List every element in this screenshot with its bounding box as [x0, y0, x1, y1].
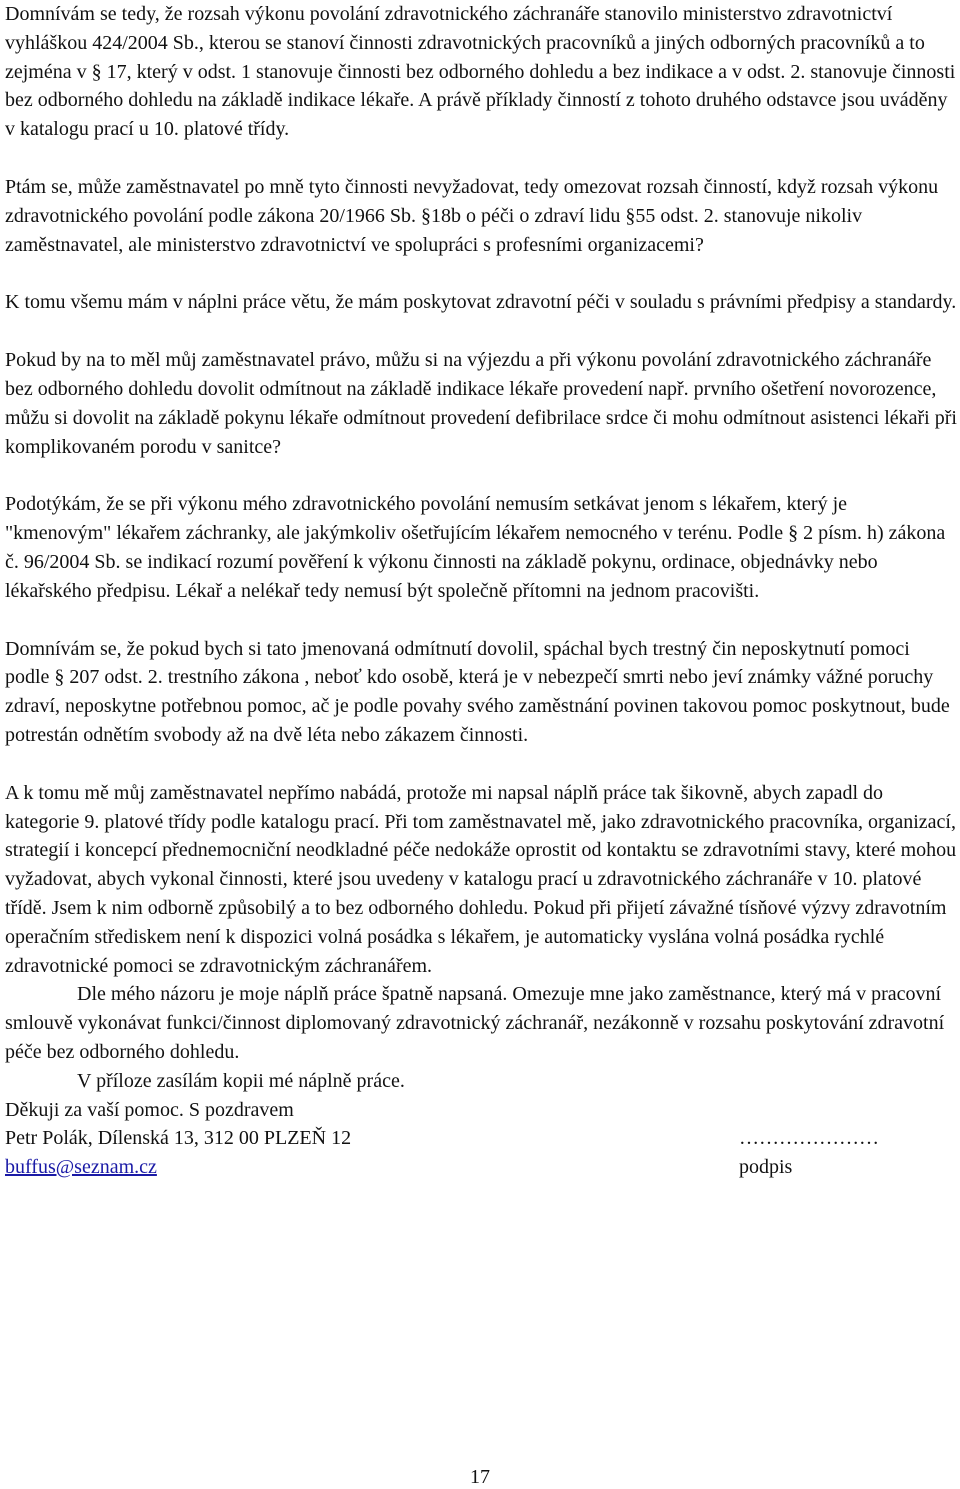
thanks-line: Děkuji za vaší pomoc. S pozdravem: [5, 1098, 294, 1121]
paragraph-7: A k tomu mě můj zaměstnavatel nepřímo nabádá, protože mi napsal náplň práce tak šikovně, abych zapadl do kategorie 9. platové třídy podle katalogu prací. Při tom zaměstnavatel mě, jako zdravotnického pracovníka, organizací, strategií i koncepcí přednemocniční neodkladné péče nedokáže oprostit od kontaktu se zdravotními stavy, které mohou vyžadovat, abych vykonal činnosti, které jsou uvedeny v katalogu prací u zdravotnického záchranáře v 10. platové třídě. Jsem k nim odborně způsobilý a to bez odborného dohledu. Pokud při přijetí závažné tísňové výzvy zdravotním operačním střediskem není k dispozici volná posádka s lékařem, je automaticky vyslána volná posádka rychlé zdravotnické pomoci se zdravotnickým záchranářem.: [5, 781, 957, 977]
opinion-paragraph: Dle mého názoru je moje náplň práce špatně napsaná. Omezuje mne jako zaměstnance, který má v pracovní smlouvě vykonávat funkci/činnost diplomovaný zdravotnický záchranář, nezákonně v rozsahu poskytování zdravotní péče bez odborného dohledu.: [5, 983, 945, 1063]
email-link[interactable]: buffus@seznam.cz: [5, 1156, 157, 1179]
sender-address: Petr Polák, Dílenská 13, 312 00 PLZEŇ 12: [5, 1127, 352, 1150]
signature-label: podpis: [739, 1156, 793, 1179]
paragraph-6: Domnívám se, že pokud bych si tato jmenovaná odmítnutí dovolil, spáchal bych trestný čin neposkytnutí pomoci podle § 207 odst. 2. trestního zákona , neboť kdo osobě, která je v nebezpečí smrti nebo jeví známky vážné poruchy zdraví, neposkytne potřebnou pomoc, ač je podle povahy svého zaměstnání povinen takovou pomoc poskytnout, bude potrestán odnětím svobody až na dvě léta nebo zákazem činnosti.: [5, 637, 950, 746]
paragraph-2: Ptám se, může zaměstnavatel po mně tyto činnosti nevyžadovat, tedy omezovat rozsah činností, když rozsah výkonu zdravotnického povolání podle zákona 20/1966 Sb. §18b o péči o zdraví lidu §55 odst. 2. stanovuje nikoliv zaměstnavatel, ale ministerstvo zdravotnictví ve spolupráci s profesními organizacemi?: [5, 175, 939, 256]
address-row: [5, 1124, 957, 1153]
document-page: [5, 0, 957, 1182]
paragraph-3: K tomu všemu mám v náplni práce větu, že mám poskytovat zdravotní péči v souladu s právními předpisy a standardy.: [5, 291, 957, 314]
email-row: [5, 1153, 957, 1182]
paragraph-4: Pokud by na to měl můj zaměstnavatel právo, můžu si na výjezdu a při výkonu povolání zdravotnického záchranáře bez odborného dohledu dovolit odmítnout na základě indikace lékaře provedení např. prvního ošetření novorozence, můžu si dovolit na základě pokynu lékaře odmítnout provedení defibrilace srdce či mohu odmítnout asistenci lékaři při komplikovaném porodu v sanitce?: [5, 349, 957, 458]
page-number: 17: [470, 1466, 490, 1488]
signature-dots: …………………: [739, 1127, 879, 1150]
paragraph-5: Podotýkám, že se při výkonu mého zdravotnického povolání nemusím setkávat jenom s lékařem, který je "kmenovým" lékařem záchranky, ale jakýmkoliv ošetřujícím lékařem nemocného v terénu. Podle § 2 písm. h) zákona č. 96/2004 Sb. se indikací rozumí pověření k výkonu činnosti na základě pokynu, ordinace, objednávky nebo lékařského předpisu. Lékař a nelékař tedy nemusí být společně přítomni na jednom pracovišti.: [5, 493, 946, 602]
paragraph-1: Domnívám se tedy, že rozsah výkonu povolání zdravotnického záchranáře stanovilo ministerstvo zdravotnictví vyhláškou 424/2004 Sb., kterou se stanoví činnosti zdravotnických pracovníků a jiných odborných pracovníků a to zejména v § 17, který v odst. 1 stanovuje činnosti bez odborného dohledu a bez indikace a v odst. 2. stanovuje činnosti bez odborného dohledu na základě indikace lékaře. A právě příklady činností z tohoto druhého odstavce jsou uváděny v katalogu prací u 10. platové třídy.: [5, 3, 956, 141]
attachment-line: V příloze zasílám kopii mé náplně práce.: [77, 1069, 405, 1092]
